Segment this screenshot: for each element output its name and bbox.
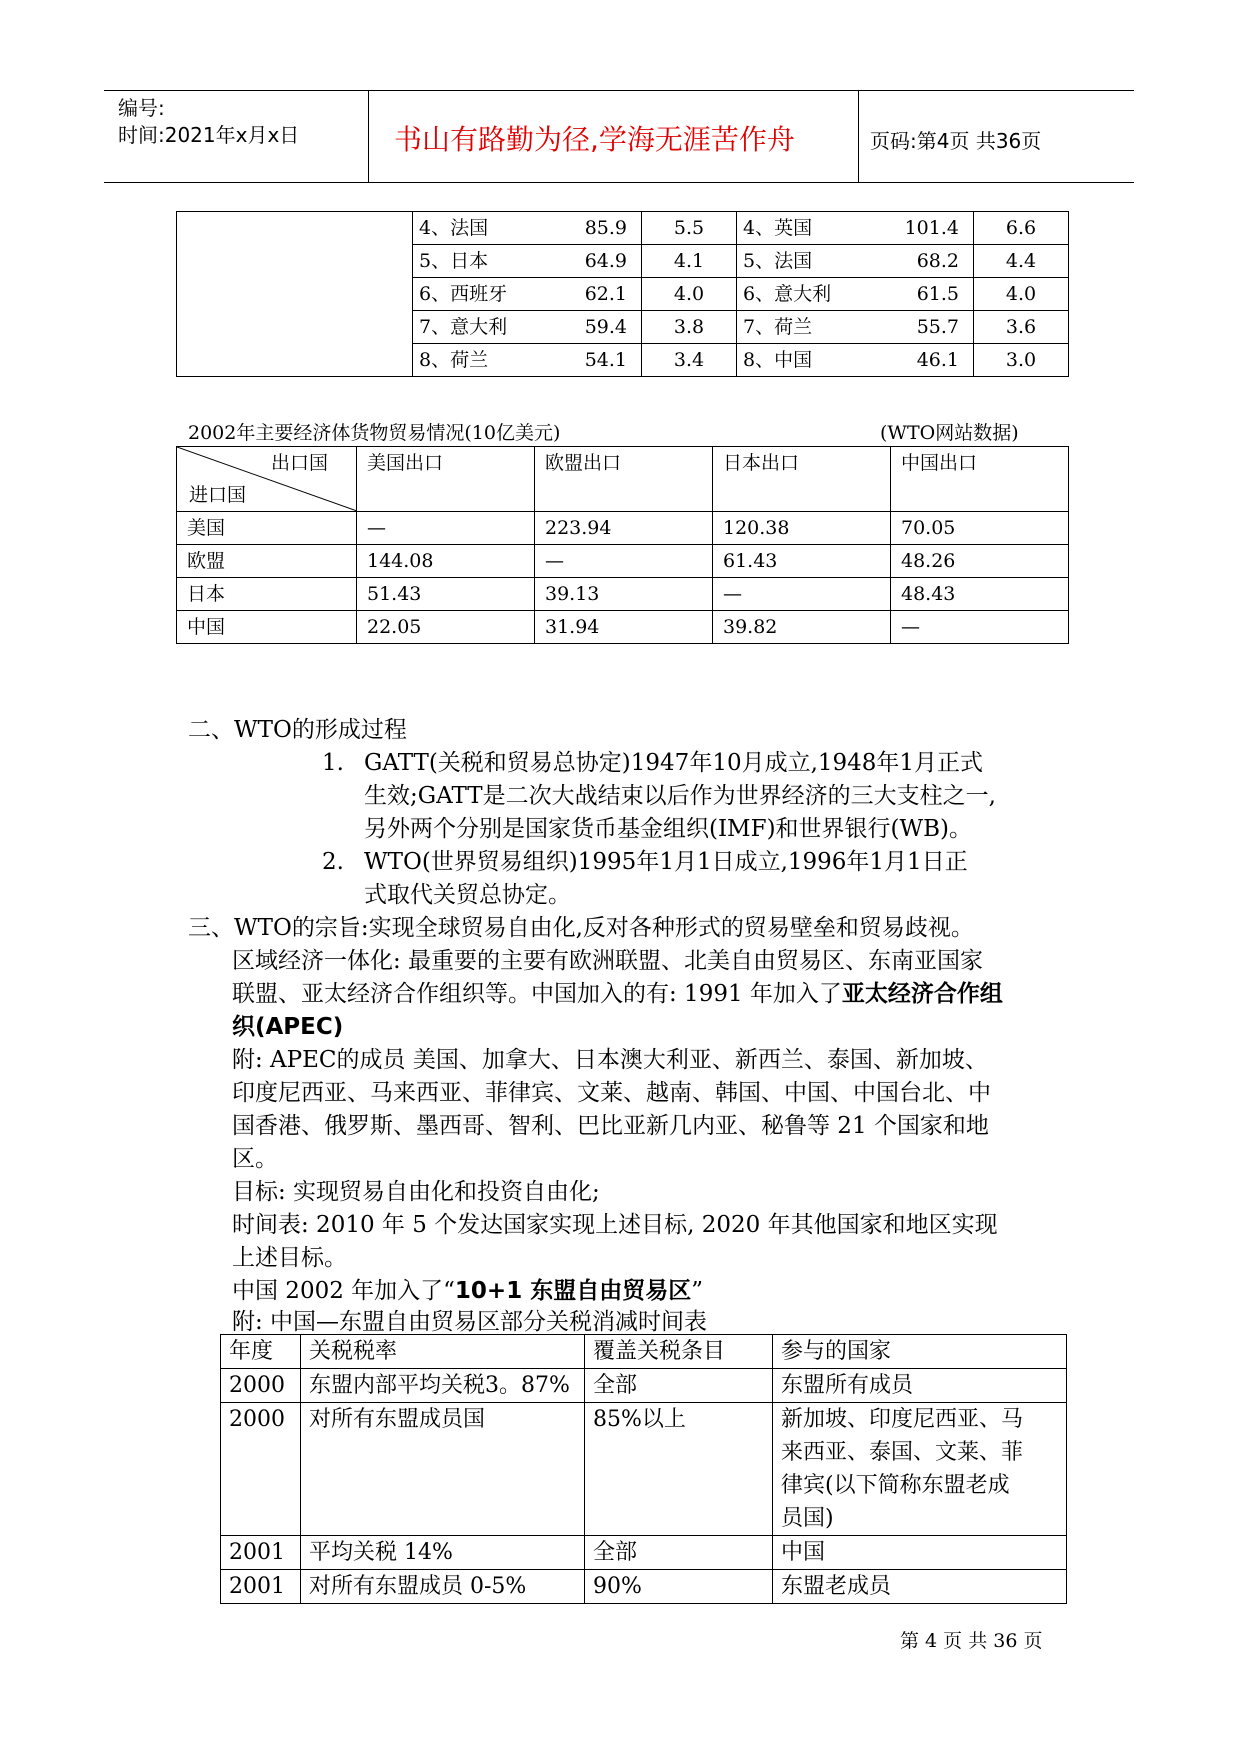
header-date: 时间:2021年x月x日 [118,123,300,147]
rank-left-name: 5、日本 [419,250,489,272]
ranking-table-blank-cell [177,212,413,377]
rank-right-share: 4.0 [974,278,1069,311]
table-cell: 144.08 [357,545,535,578]
row-label: 中国 [177,611,357,644]
column-header: 覆盖关税条目 [585,1335,773,1369]
table-header-row [177,447,1069,512]
rank-left-name: 7、意大利 [419,316,508,338]
table-cell: 48.26 [891,545,1069,578]
rank-right-share: 6.6 [974,212,1069,245]
corner-exporter-label: 出口国 [270,452,328,474]
table-cell-coverage: 全部 [585,1536,773,1570]
rank-left-name: 8、荷兰 [419,349,489,371]
rank-right-share: 3.0 [974,344,1069,377]
table-cell: 61.43 [713,545,891,578]
header-bottom-rule [104,182,1134,183]
table-cell-year: 2001 [221,1570,301,1604]
section2-item1-line: 另外两个分别是国家货币基金组织(IMF)和世界银行(WB)。 [364,816,973,842]
table-cell-countries: 东盟老成员 [773,1570,1067,1604]
rank-left-share: 5.5 [642,212,737,245]
china-asean-fta-bold: 10+1 东盟自由贸易区 [454,1278,692,1304]
table-cell-countries: 中国 [773,1536,1067,1570]
table-cell-coverage: 全部 [585,1369,773,1403]
table-cell-rate: 对所有东盟成员 0-5% [301,1570,585,1604]
rank-left-name: 4、法国 [419,217,489,239]
section2-item2-number: 2. [322,849,344,875]
table-cell: 223.94 [535,512,713,545]
table-cell-year: 2000 [221,1403,301,1536]
rank-left-value: 85.9 [584,217,627,239]
rank-left-share: 3.4 [642,344,737,377]
countries-line: 律宾(以下简称东盟老成 [781,1473,1010,1498]
rank-left-value: 62.1 [584,283,627,305]
rank-right-value: 46.1 [916,349,959,371]
rank-right-share: 4.4 [974,245,1069,278]
table-row [177,212,1069,245]
column-header: 年度 [221,1335,301,1369]
table-cell: 120.38 [713,512,891,545]
regional-integration-line [232,978,1003,1011]
rank-right-value: 55.7 [916,316,959,338]
rank-left-value: 64.9 [584,250,627,272]
table-cell-coverage: 85%以上 [585,1403,773,1536]
header-top-rule [104,90,1134,91]
column-header: 日本出口 [713,447,891,512]
table-row [221,1536,1067,1570]
countries-line: 新加坡、印度尼西亚、马 [781,1407,1024,1432]
rank-left-value: 54.1 [584,349,627,371]
apec-goal: 目标: 实现贸易自由化和投资自由化; [232,1179,600,1205]
rank-right-name: 6、意大利 [743,283,832,305]
table-cell: — [535,545,713,578]
table-row [177,512,1069,545]
table-cell: 39.13 [535,578,713,611]
row-label: 日本 [177,578,357,611]
table-row [177,545,1069,578]
table-row [221,1369,1067,1403]
table-cell: 22.05 [357,611,535,644]
regional-integration-text: 联盟、亚太经济合作组织等。中国加入的有: 1991 年加入了 [232,981,842,1007]
regional-integration-line: 区域经济一体化: 最重要的主要有欧洲联盟、北美自由贸易区、东南亚国家 [232,948,984,974]
rank-left-share: 4.0 [642,278,737,311]
table-cell: 39.82 [713,611,891,644]
rank-right-name: 8、中国 [743,349,813,371]
rank-right-value: 68.2 [916,250,959,272]
countries-line: 员国) [781,1506,834,1531]
corner-importer-label: 进口国 [189,484,247,506]
header-number-label: 编号: [118,96,165,120]
trade-table [176,446,1069,644]
table-row [221,1570,1067,1604]
table-cell: — [891,611,1069,644]
section2-item2-line: 式取代关贸总协定。 [364,882,571,908]
rank-right-name: 5、法国 [743,250,813,272]
table-cell-countries: 东盟所有成员 [773,1369,1067,1403]
column-header: 美国出口 [357,447,535,512]
row-label: 欧盟 [177,545,357,578]
trade-table-corner [177,447,357,512]
section2-heading: 二、WTO的形成过程 [188,717,407,743]
table-cell: 70.05 [891,512,1069,545]
rank-right-name: 7、荷兰 [743,316,813,338]
apec-name-bold: 织(APEC) [232,1014,344,1040]
rank-right-share: 3.6 [974,311,1069,344]
row-label: 美国 [177,512,357,545]
rank-left-share: 3.8 [642,311,737,344]
header-page-number: 页码:第4页 共36页 [870,129,1042,153]
ranking-table [176,211,1069,377]
trade-table-source: (WTO网站数据) [880,422,1019,444]
apec-members-line: 附: APEC的成员 美国、加拿大、日本澳大利亚、新西兰、泰国、新加坡、 [232,1047,988,1073]
header-motto: 书山有路勤为径,学海无涯苦作舟 [394,123,795,156]
table-cell: — [357,512,535,545]
china-asean-line [232,1275,703,1308]
rank-left-share: 4.1 [642,245,737,278]
tariff-table [220,1334,1067,1604]
column-header: 参与的国家 [773,1335,1067,1369]
apec-members-line: 国香港、俄罗斯、墨西哥、智利、巴比亚新几内亚、秘鲁等 21 个国家和地 [232,1113,989,1139]
rank-left-name: 6、西班牙 [419,283,508,305]
section2-item1-line: GATT(关税和贸易总协定)1947年10月成立,1948年1月正式 [364,750,984,776]
table-cell-rate: 平均关税 14% [301,1536,585,1570]
apec-timeline-line: 上述目标。 [232,1245,347,1271]
apec-name-bold: 亚太经济合作组 [841,981,1003,1007]
table-cell-countries [773,1403,1067,1536]
header-divider-right [858,90,859,182]
apec-timeline-line: 时间表: 2010 年 5 个发达国家实现上述目标, 2020 年其他国家和地区实现 [232,1212,998,1238]
table-cell: — [713,578,891,611]
rank-right-value: 101.4 [904,217,959,239]
rank-right-name: 4、英国 [743,217,813,239]
table-cell-year: 2000 [221,1369,301,1403]
column-header: 关税税率 [301,1335,585,1369]
section2-item2-line: WTO(世界贸易组织)1995年1月1日成立,1996年1月1日正 [364,849,968,875]
apec-members-line: 印度尼西亚、马来西亚、菲律宾、文莱、越南、韩国、中国、中国台北、中 [232,1080,991,1106]
table-header-row [221,1335,1067,1369]
column-header: 欧盟出口 [535,447,713,512]
table-cell: 31.94 [535,611,713,644]
footer-page-number: 第 4 页 共 36 页 [900,1630,1043,1652]
table-row [221,1403,1067,1536]
apec-members-line: 区。 [232,1146,278,1172]
section2-item1-line: 生效;GATT是二次大战结束以后作为世界经济的三大支柱之一, [364,783,996,809]
section2-item1-number: 1. [322,750,344,776]
table-cell: 51.43 [357,578,535,611]
column-header: 中国出口 [891,447,1069,512]
table-cell-year: 2001 [221,1536,301,1570]
table-cell-coverage: 90% [585,1570,773,1604]
trade-table-caption: 2002年主要经济体货物贸易情况(10亿美元) [188,422,561,444]
china-asean-quote-end: ” [691,1278,703,1304]
table-row [177,611,1069,644]
countries-line: 来西亚、泰国、文莱、菲 [781,1440,1024,1465]
china-asean-text: 中国 2002 年加入了“ [232,1278,455,1304]
header-divider-left [368,90,369,182]
section3-heading: 三、WTO的宗旨:实现全球贸易自由化,反对各种形式的贸易壁垒和贸易歧视。 [188,915,974,941]
tariff-table-caption: 附: 中国—东盟自由贸易区部分关税消减时间表 [232,1309,708,1335]
rank-right-value: 61.5 [916,283,959,305]
table-cell-rate: 东盟内部平均关税3。87% [301,1369,585,1403]
table-cell-rate: 对所有东盟成员国 [301,1403,585,1536]
rank-left-value: 59.4 [584,316,627,338]
table-cell: 48.43 [891,578,1069,611]
table-row [177,578,1069,611]
